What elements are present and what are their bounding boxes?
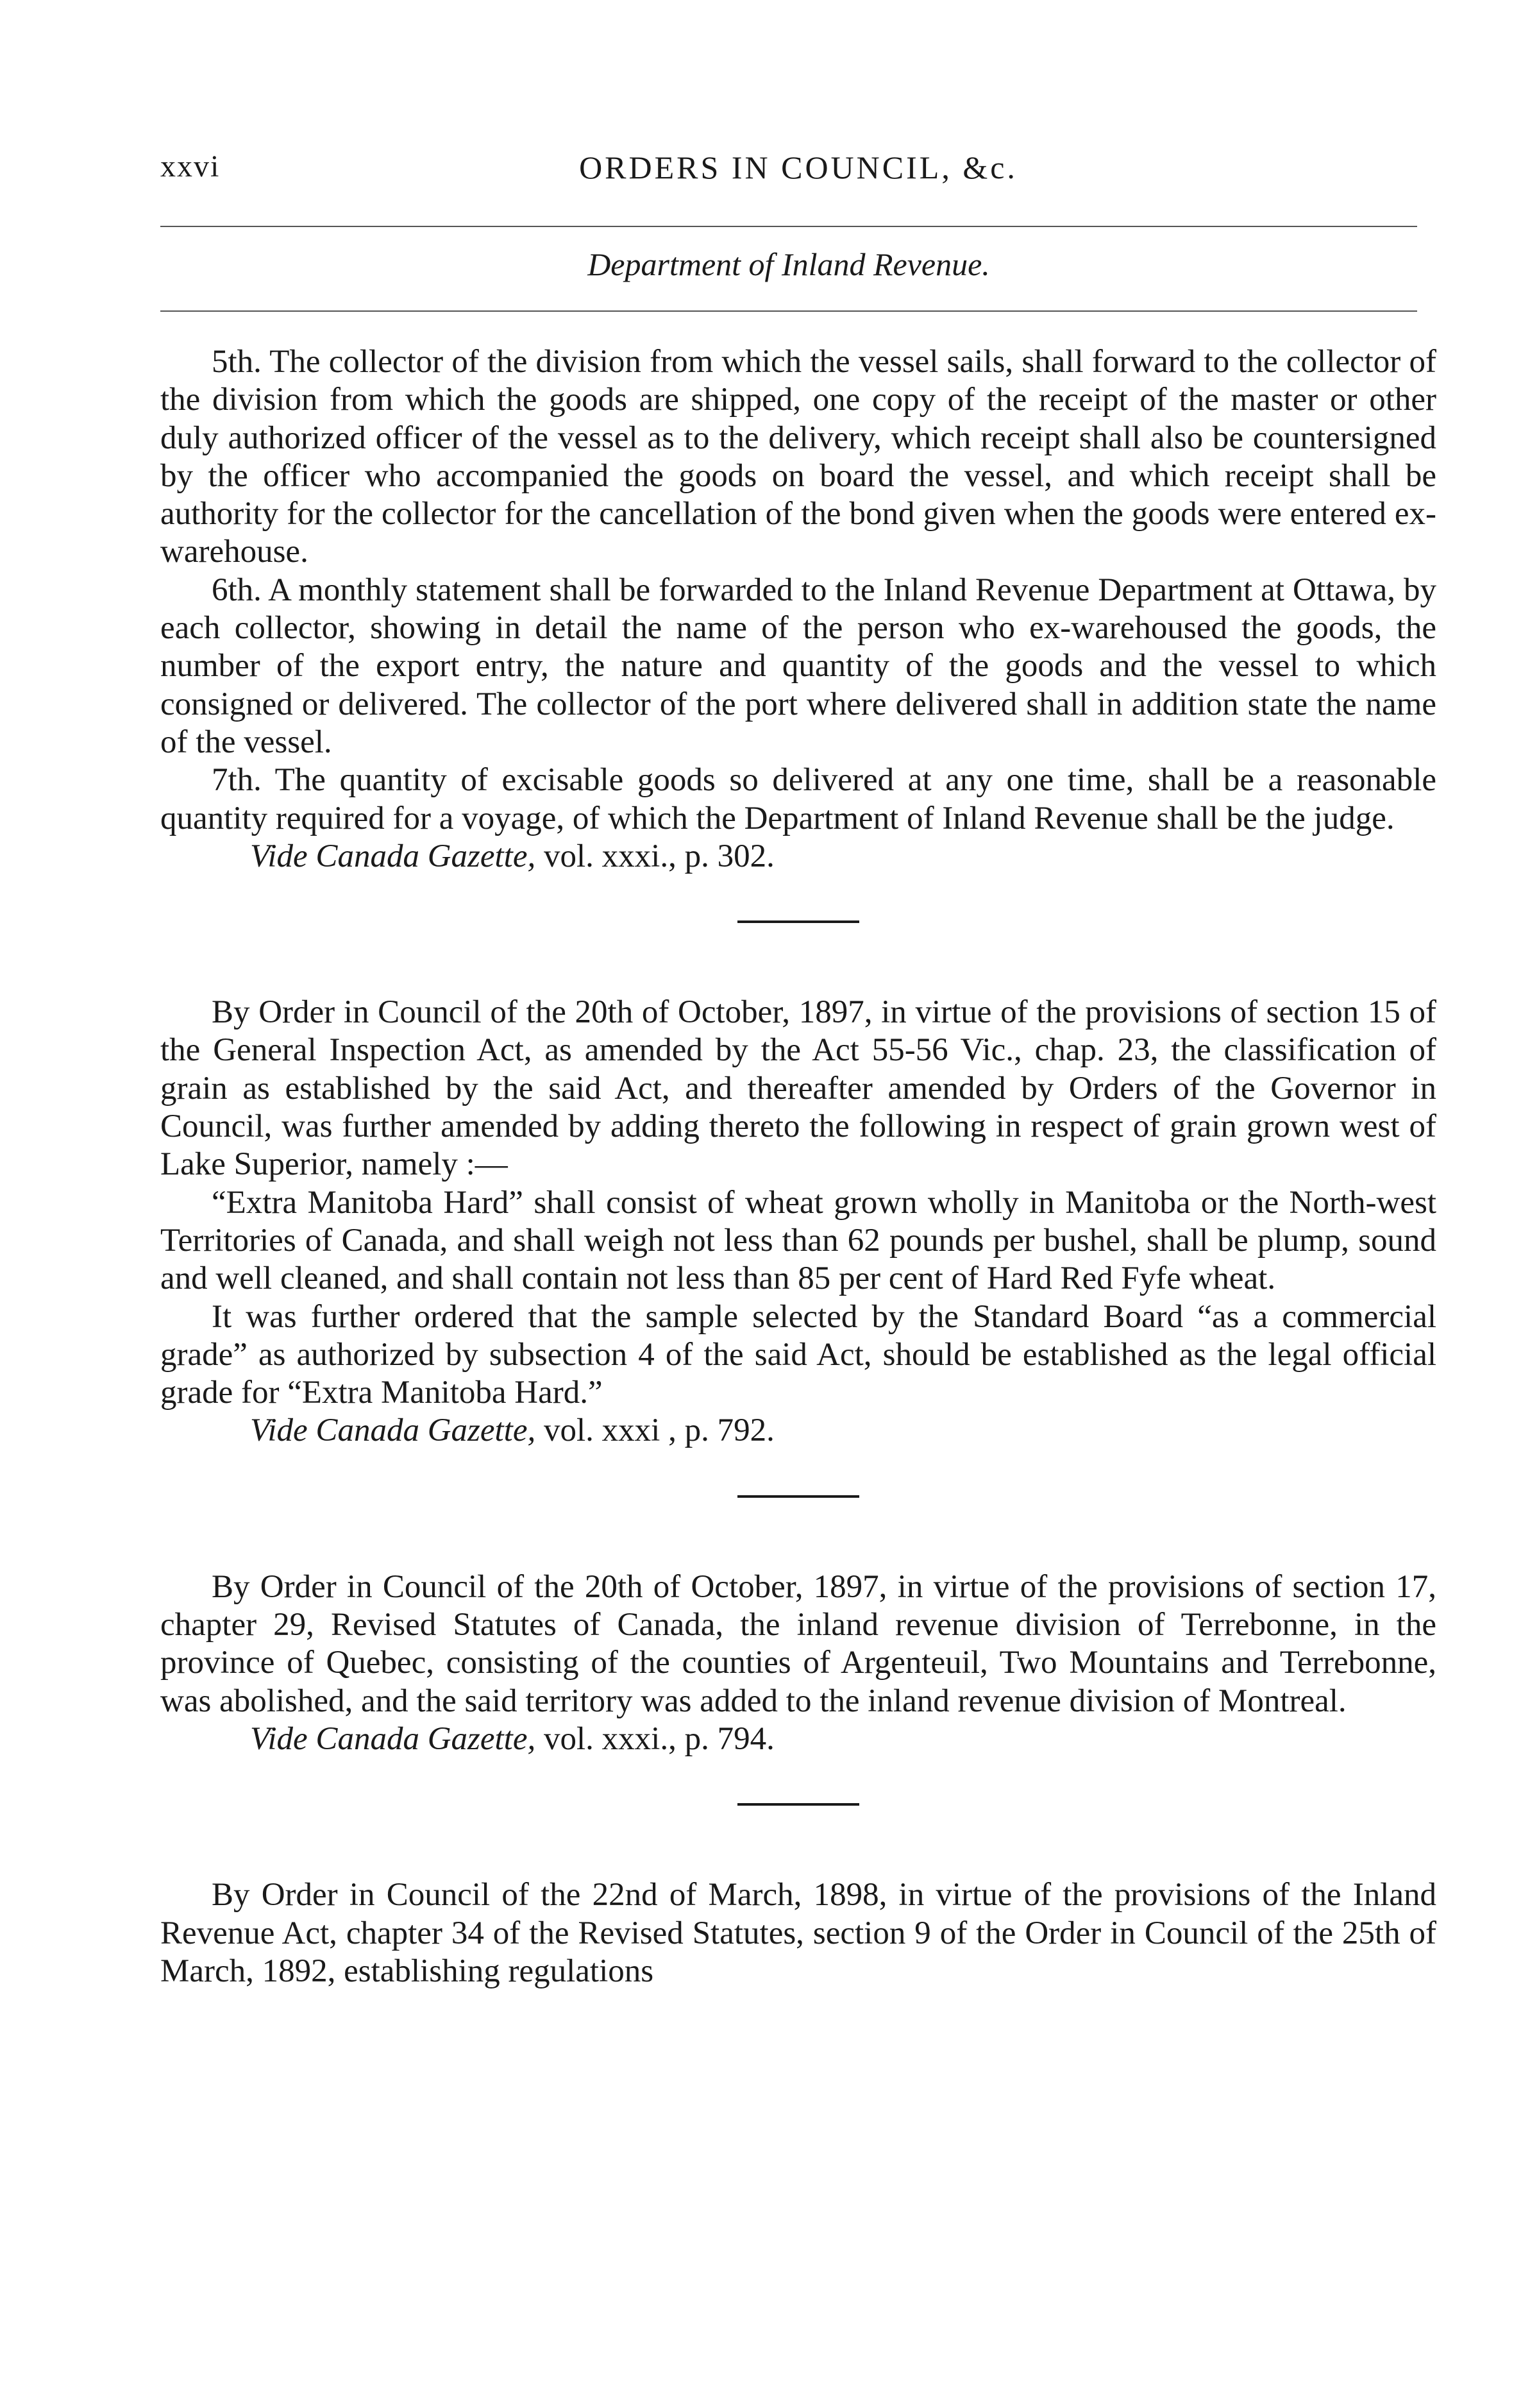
- section-separator: [737, 920, 859, 923]
- paragraph-6th: 6th. A monthly statement shall be forwarded to the Inland Revenue Department at Ottawa, by each collector, showing in detail the name of the person who ex-warehoused the goods, the number of the export entry, the nature and quantity of the goods and the vessel to which consigned or delivered. The collector of the port where delivered shall in addition state the name of the vessel.: [160, 572, 1436, 760]
- running-title: ORDERS IN COUNCIL, &c.: [579, 149, 1018, 185]
- header-rule: [160, 226, 1417, 227]
- grain-order-paragraph: By Order in Council of the 20th of October, 1897, in virtue of the provisions of section 15 of the General Inspection Act, as amended by the Act 55-56 Vic., chap. 23, the classification of grain as established by the said Act, and thereafter amended by Orders of the Governor in Council, was further amended by adding thereto the following in respect of grain grown west of Lake Superior, namely :—: [160, 994, 1436, 1183]
- gazette-citation: Vide Canada Gazette, vol. xxxi , p. 792.: [250, 1412, 775, 1449]
- paragraph-7th: 7th. The quantity of excisable goods so delivered at any one time, shall be a reasonable quantity required for a voyage, of which the Department of Inland Revenue shall be the judge.: [160, 762, 1436, 836]
- section-separator: [737, 1495, 859, 1498]
- page-number: xxvi: [160, 149, 221, 183]
- extra-manitoba-hard-paragraph: “Extra Manitoba Hard” shall consist of wheat grown wholly in Manitoba or the North-west Territories of Canada, and shall weigh not less than 62 pounds per bushel, shall be plump, sound and well cleaned, and shall contain not less than 85 per cent of Hard Red Fyfe wheat.: [160, 1184, 1436, 1297]
- gazette-citation: Vide Canada Gazette, vol. xxxi., p. 794.: [250, 1720, 775, 1757]
- gazette-citation: Vide Canada Gazette, vol. xxxi., p. 302.: [250, 838, 775, 874]
- department-rule: [160, 310, 1417, 312]
- document-body: [160, 343, 1436, 1990]
- section-separator: [737, 1803, 859, 1806]
- department-heading: Department of Inland Revenue.: [587, 246, 990, 282]
- inland-revenue-order-paragraph: By Order in Council of the 22nd of March, 1898, in virtue of the provisions of the Inland Revenue Act, chapter 34 of the Revised Statutes, section 9 of the Order in Council of the 25th of March, 1892, establishing regulations: [160, 1877, 1436, 1989]
- terrebonne-order-paragraph: By Order in Council of the 20th of October, 1897, in virtue of the provisions of section 17, chapter 29, Revised Statutes of Canada, the inland revenue division of Terrebonne, in the province of Quebec, consisting of the counties of Argenteuil, Two Mountains and Terrebonne, was abolished, and the said territory was added to the inland revenue division of Montreal.: [160, 1568, 1436, 1719]
- standard-board-paragraph: It was further ordered that the sample selected by the Standard Board “as a commercial grade” as authorized by subsection 4 of the said Act, should be established as the legal official grade for “Extra Manitoba Hard.”: [160, 1298, 1436, 1411]
- page-header: [160, 149, 1436, 194]
- paragraph-5th: 5th. The collector of the division from which the vessel sails, shall forward to the collector of the division from which the goods are shipped, one copy of the receipt of the master or other duly authorized officer of the vessel as to the delivery, which receipt shall also be countersigned by the officer who accompanied the goods on board the vessel, and which receipt shall be authority for the collector for the cancellation of the bond given when the goods were entered ex-warehouse.: [160, 344, 1436, 570]
